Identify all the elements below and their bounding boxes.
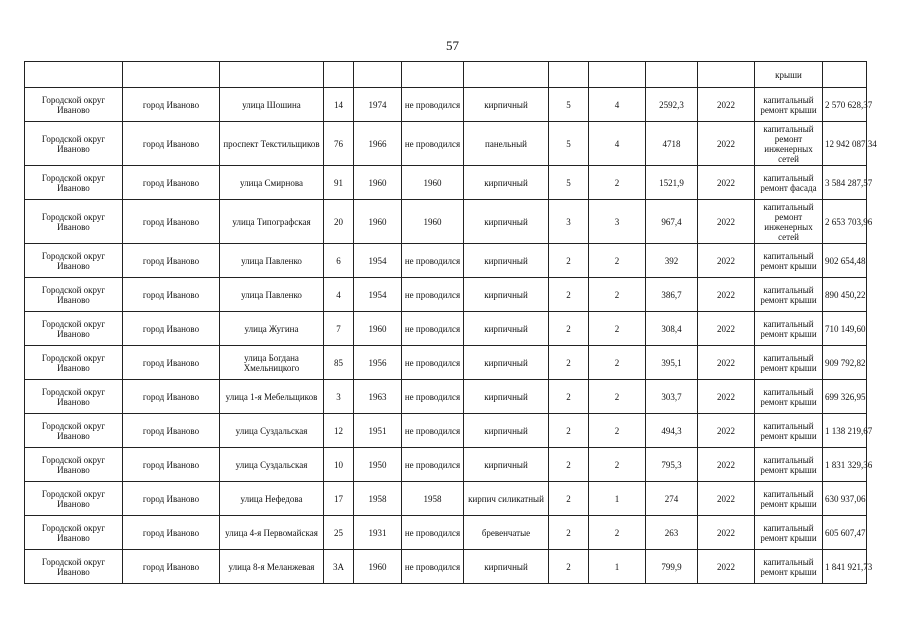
- cell-district: Городской округ Иваново: [25, 516, 123, 550]
- cell-year-built: 1960: [354, 550, 402, 584]
- cell-plan-year: 2022: [698, 482, 755, 516]
- cell-entrances: 2: [589, 448, 646, 482]
- table-row: [25, 244, 867, 278]
- cell-house: [324, 62, 354, 88]
- table-row: [25, 122, 867, 166]
- cell-plan-year: 2022: [698, 278, 755, 312]
- cell-work-type: капитальный ремонт крыши: [755, 448, 823, 482]
- cell-last-repair: не проводился: [402, 448, 464, 482]
- cell-street: улица Суздальская: [220, 448, 324, 482]
- table-row: [25, 312, 867, 346]
- cell-street: улица 8-я Меланжевая: [220, 550, 324, 584]
- cell-street: улица Типографская: [220, 200, 324, 244]
- cell-wall-material: кирпичный: [464, 448, 549, 482]
- cell-work-type: капитальный ремонт крыши: [755, 278, 823, 312]
- cell-area: 395,1: [646, 346, 698, 380]
- cell-cost: 699 326,95: [823, 380, 867, 414]
- cell-area: [646, 62, 698, 88]
- cell-floors: [549, 62, 589, 88]
- cell-street: улица Богдана Хмельницкого: [220, 346, 324, 380]
- cell-city: город Иваново: [123, 88, 220, 122]
- cell-work-type: капитальный ремонт инженерных сетей: [755, 200, 823, 244]
- cell-area: 4718: [646, 122, 698, 166]
- cell-city: город Иваново: [123, 380, 220, 414]
- cell-last-repair: не проводился: [402, 122, 464, 166]
- cell-year-built: 1956: [354, 346, 402, 380]
- cell-last-repair: не проводился: [402, 414, 464, 448]
- cell-floors: 2: [549, 516, 589, 550]
- table-row: [25, 200, 867, 244]
- cell-floors: 5: [549, 122, 589, 166]
- cell-street: улица 1-я Мебельщиков: [220, 380, 324, 414]
- cell-house: 76: [324, 122, 354, 166]
- cell-house: 20: [324, 200, 354, 244]
- cell-cost: 605 607,47: [823, 516, 867, 550]
- cell-house: 14: [324, 88, 354, 122]
- cell-area: 2592,3: [646, 88, 698, 122]
- cell-floors: 2: [549, 380, 589, 414]
- cell-city: город Иваново: [123, 550, 220, 584]
- cell-cost: 1 831 329,36: [823, 448, 867, 482]
- cell-entrances: 1: [589, 550, 646, 584]
- cell-house: 6: [324, 244, 354, 278]
- cell-district: Городской округ Иваново: [25, 88, 123, 122]
- cell-cost: 1 841 921,73: [823, 550, 867, 584]
- cell-work-type: капитальный ремонт инженерных сетей: [755, 122, 823, 166]
- cell-wall-material: кирпичный: [464, 166, 549, 200]
- cell-work-type: капитальный ремонт крыши: [755, 414, 823, 448]
- cell-area: 392: [646, 244, 698, 278]
- table-row: [25, 380, 867, 414]
- cell-work-type: капитальный ремонт крыши: [755, 380, 823, 414]
- cell-plan-year: 2022: [698, 166, 755, 200]
- cell-work-type: крыши: [755, 62, 823, 88]
- cell-city: [123, 62, 220, 88]
- page-number: 57: [446, 38, 459, 53]
- cell-last-repair: 1960: [402, 166, 464, 200]
- cell-area: 1521,9: [646, 166, 698, 200]
- cell-year-built: 1958: [354, 482, 402, 516]
- cell-last-repair: [402, 62, 464, 88]
- cell-street: улица Суздальская: [220, 414, 324, 448]
- cell-entrances: 4: [589, 88, 646, 122]
- cell-city: город Иваново: [123, 414, 220, 448]
- cell-floors: 2: [549, 550, 589, 584]
- cell-entrances: 1: [589, 482, 646, 516]
- cell-wall-material: кирпичный: [464, 200, 549, 244]
- cell-city: город Иваново: [123, 346, 220, 380]
- cell-work-type: капитальный ремонт крыши: [755, 550, 823, 584]
- cell-floors: 2: [549, 346, 589, 380]
- cell-district: Городской округ Иваново: [25, 550, 123, 584]
- cell-year-built: 1954: [354, 278, 402, 312]
- cell-entrances: 2: [589, 244, 646, 278]
- cell-street: [220, 62, 324, 88]
- cell-cost: [823, 62, 867, 88]
- cell-street: улица Смирнова: [220, 166, 324, 200]
- cell-wall-material: кирпичный: [464, 550, 549, 584]
- cell-cost: 2 653 703,96: [823, 200, 867, 244]
- cell-area: 308,4: [646, 312, 698, 346]
- cell-last-repair: не проводился: [402, 244, 464, 278]
- cell-year-built: 1966: [354, 122, 402, 166]
- cell-plan-year: 2022: [698, 550, 755, 584]
- cell-floors: 5: [549, 88, 589, 122]
- cell-district: Городской округ Иваново: [25, 166, 123, 200]
- cell-entrances: 2: [589, 516, 646, 550]
- cell-year-built: 1974: [354, 88, 402, 122]
- table-row: [25, 482, 867, 516]
- cell-floors: 2: [549, 414, 589, 448]
- cell-district: Городской округ Иваново: [25, 312, 123, 346]
- cell-cost: 902 654,48: [823, 244, 867, 278]
- cell-last-repair: 1958: [402, 482, 464, 516]
- cell-work-type: капитальный ремонт фасада: [755, 166, 823, 200]
- cell-wall-material: кирпичный: [464, 414, 549, 448]
- cell-entrances: 2: [589, 346, 646, 380]
- cell-district: Городской округ Иваново: [25, 278, 123, 312]
- cell-floors: 5: [549, 166, 589, 200]
- cell-year-built: 1954: [354, 244, 402, 278]
- cell-last-repair: 1960: [402, 200, 464, 244]
- cell-wall-material: [464, 62, 549, 88]
- cell-plan-year: 2022: [698, 88, 755, 122]
- cell-district: Городской округ Иваново: [25, 380, 123, 414]
- cell-house: 4: [324, 278, 354, 312]
- cell-plan-year: 2022: [698, 346, 755, 380]
- housing-repair-table: [24, 61, 877, 584]
- cell-wall-material: кирпичный: [464, 278, 549, 312]
- cell-city: город Иваново: [123, 166, 220, 200]
- table-row: [25, 550, 867, 584]
- cell-street: улица Павленко: [220, 244, 324, 278]
- cell-district: Городской округ Иваново: [25, 346, 123, 380]
- cell-district: Городской округ Иваново: [25, 200, 123, 244]
- cell-work-type: капитальный ремонт крыши: [755, 88, 823, 122]
- cell-area: 799,9: [646, 550, 698, 584]
- cell-wall-material: кирпичный: [464, 88, 549, 122]
- cell-year-built: 1963: [354, 380, 402, 414]
- cell-district: Городской округ Иваново: [25, 414, 123, 448]
- cell-plan-year: 2022: [698, 380, 755, 414]
- cell-year-built: 1960: [354, 166, 402, 200]
- cell-street: улица Нефедова: [220, 482, 324, 516]
- cell-area: 967,4: [646, 200, 698, 244]
- cell-floors: 2: [549, 482, 589, 516]
- cell-house: 85: [324, 346, 354, 380]
- cell-street: улица 4-я Первомайская: [220, 516, 324, 550]
- cell-cost: 1 138 219,67: [823, 414, 867, 448]
- cell-wall-material: кирпичный: [464, 312, 549, 346]
- cell-house: 3А: [324, 550, 354, 584]
- cell-city: город Иваново: [123, 278, 220, 312]
- cell-last-repair: не проводился: [402, 516, 464, 550]
- table-row: [25, 448, 867, 482]
- cell-floors: 3: [549, 200, 589, 244]
- cell-plan-year: 2022: [698, 200, 755, 244]
- cell-area: 494,3: [646, 414, 698, 448]
- table-row: [25, 278, 867, 312]
- cell-area: 386,7: [646, 278, 698, 312]
- table-body: [25, 62, 877, 584]
- cell-year-built: 1951: [354, 414, 402, 448]
- cell-cost: 909 792,82: [823, 346, 867, 380]
- cell-house: 12: [324, 414, 354, 448]
- cell-house: 25: [324, 516, 354, 550]
- cell-city: город Иваново: [123, 312, 220, 346]
- cell-last-repair: не проводился: [402, 380, 464, 414]
- cell-year-built: 1950: [354, 448, 402, 482]
- cell-year-built: 1960: [354, 200, 402, 244]
- cell-street: улица Павленко: [220, 278, 324, 312]
- cell-district: [25, 62, 123, 88]
- cell-last-repair: не проводился: [402, 312, 464, 346]
- cell-plan-year: 2022: [698, 414, 755, 448]
- table-row: [25, 414, 867, 448]
- cell-wall-material: бревенчатые: [464, 516, 549, 550]
- cell-work-type: капитальный ремонт крыши: [755, 346, 823, 380]
- cell-last-repair: не проводился: [402, 278, 464, 312]
- cell-entrances: 2: [589, 380, 646, 414]
- cell-floors: 2: [549, 244, 589, 278]
- cell-house: 3: [324, 380, 354, 414]
- cell-last-repair: не проводился: [402, 346, 464, 380]
- cell-city: город Иваново: [123, 122, 220, 166]
- cell-city: город Иваново: [123, 516, 220, 550]
- cell-area: 263: [646, 516, 698, 550]
- cell-entrances: 4: [589, 122, 646, 166]
- cell-last-repair: не проводился: [402, 550, 464, 584]
- cell-cost: 710 149,60: [823, 312, 867, 346]
- cell-house: 7: [324, 312, 354, 346]
- table-row: [25, 166, 867, 200]
- cell-floors: 2: [549, 448, 589, 482]
- cell-house: 10: [324, 448, 354, 482]
- cell-cost: 630 937,06: [823, 482, 867, 516]
- cell-house: 17: [324, 482, 354, 516]
- cell-wall-material: кирпич силикатный: [464, 482, 549, 516]
- cell-work-type: капитальный ремонт крыши: [755, 516, 823, 550]
- cell-plan-year: 2022: [698, 516, 755, 550]
- cell-work-type: капитальный ремонт крыши: [755, 482, 823, 516]
- cell-area: 274: [646, 482, 698, 516]
- cell-entrances: [589, 62, 646, 88]
- cell-work-type: капитальный ремонт крыши: [755, 312, 823, 346]
- cell-entrances: 2: [589, 278, 646, 312]
- cell-entrances: 2: [589, 312, 646, 346]
- cell-plan-year: 2022: [698, 244, 755, 278]
- cell-district: Городской округ Иваново: [25, 244, 123, 278]
- cell-plan-year: 2022: [698, 122, 755, 166]
- cell-wall-material: кирпичный: [464, 346, 549, 380]
- table-row: [25, 516, 867, 550]
- cell-city: город Иваново: [123, 482, 220, 516]
- cell-cost: 890 450,22: [823, 278, 867, 312]
- cell-year-built: 1960: [354, 312, 402, 346]
- cell-cost: 2 570 628,37: [823, 88, 867, 122]
- cell-entrances: 2: [589, 414, 646, 448]
- table-row: [25, 346, 867, 380]
- cell-floors: 2: [549, 278, 589, 312]
- cell-plan-year: [698, 62, 755, 88]
- cell-floors: 2: [549, 312, 589, 346]
- cell-plan-year: 2022: [698, 448, 755, 482]
- table-row: [25, 88, 867, 122]
- cell-year-built: 1931: [354, 516, 402, 550]
- cell-area: 303,7: [646, 380, 698, 414]
- cell-work-type: капитальный ремонт крыши: [755, 244, 823, 278]
- cell-city: город Иваново: [123, 200, 220, 244]
- cell-street: проспект Текстильщиков: [220, 122, 324, 166]
- cell-district: Городской округ Иваново: [25, 122, 123, 166]
- cell-entrances: 3: [589, 200, 646, 244]
- cell-entrances: 2: [589, 166, 646, 200]
- cell-area: 795,3: [646, 448, 698, 482]
- cell-district: Городской округ Иваново: [25, 448, 123, 482]
- cell-city: город Иваново: [123, 448, 220, 482]
- cell-house: 91: [324, 166, 354, 200]
- cell-cost: 12 942 087,34: [823, 122, 867, 166]
- cell-wall-material: панельный: [464, 122, 549, 166]
- cell-cost: 3 584 287,57: [823, 166, 867, 200]
- table-row-continued: [25, 62, 867, 88]
- cell-city: город Иваново: [123, 244, 220, 278]
- cell-wall-material: кирпичный: [464, 380, 549, 414]
- cell-wall-material: кирпичный: [464, 244, 549, 278]
- cell-street: улица Шошина: [220, 88, 324, 122]
- cell-street: улица Жугина: [220, 312, 324, 346]
- cell-year-built: [354, 62, 402, 88]
- cell-district: Городской округ Иваново: [25, 482, 123, 516]
- cell-plan-year: 2022: [698, 312, 755, 346]
- cell-last-repair: не проводился: [402, 88, 464, 122]
